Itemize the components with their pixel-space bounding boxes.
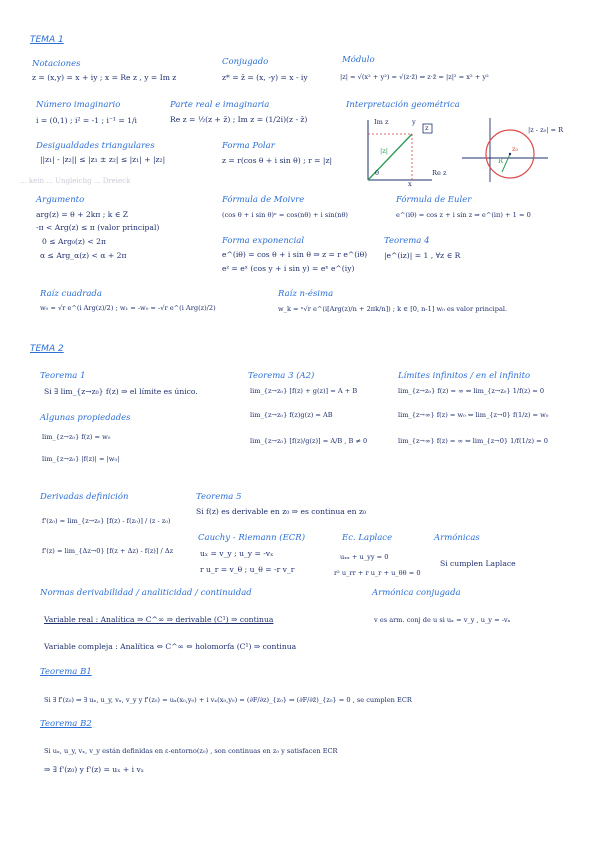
euler-formula: e^(iθ) = cos z + i sin z ⇒ e^(iπ) + 1 = 0	[396, 211, 531, 219]
derivadas-title: Derivadas definición	[40, 492, 129, 502]
teoremaB2-title: Teorema B2	[40, 719, 92, 729]
label-R: R	[498, 157, 503, 165]
propiedades-title: Algunas propiedades	[40, 413, 131, 423]
conjugado-formula: z* = z̄ = (x, -y) = x - iy	[222, 73, 308, 82]
limites-infinitos-title: Límites infinitos / en el infinito	[398, 371, 531, 381]
label-y: y	[412, 118, 416, 126]
radius-line	[502, 154, 510, 172]
armonicas-line1: Si cumplen Laplace	[440, 559, 516, 568]
teoremaB1-title: Teorema B1	[40, 667, 92, 677]
laplace-title: Ec. Laplace	[342, 533, 393, 543]
teorema3-line3: lim_{z→z₀} [f(z)/g(z)] = A/B , B ≠ 0	[250, 437, 368, 445]
forma-polar-formula: z = r(cos θ + i sin θ) ; r = |z|	[222, 156, 333, 165]
notaciones-title: Notaciones	[32, 59, 81, 69]
numero-imaginario-title: Número imaginario	[36, 100, 121, 110]
argumento-line1: arg(z) = θ + 2kπ ; k ∈ Z	[36, 210, 129, 219]
argumento-line2: -π < Arg(z) ≤ π (valor principal)	[36, 223, 160, 232]
exponencial-line2: eᶻ = eˣ (cos y + i sin y) = eˣ e^(iy)	[222, 264, 355, 273]
teorema5-formula: Si f(z) es derivable en z₀ ⇒ es continua en z₀	[196, 507, 367, 516]
derivadas-line1: f'(z₀) = lim_{z→z₀} [f(z) - f(z₀)] / (z - z₀)	[42, 517, 171, 525]
exponencial-title: Forma exponencial	[222, 236, 305, 246]
desigualdades-formula: ||z₁| - |z₂|| ≤ |z₁ ± z₂| ≤ |z₁| + |z₂|	[40, 155, 166, 164]
derivadas-line2: f'(z) = lim_{Δz→0} [f(z + Δz) - f(z)] / Δz	[42, 547, 174, 555]
label-re: Re z	[432, 169, 447, 177]
teorema5-title: Teorema 5	[196, 492, 242, 502]
limites-infinitos-line2: lim_{z→∞} f(z) = w₀ ⇔ lim_{z→0} f(1/z) = w₀	[398, 411, 549, 419]
label-theta: θ	[375, 169, 379, 177]
cauchy-line2: r u_r = v_θ ; u_θ = -r v_r	[200, 565, 295, 574]
tema2-title: TEMA 2	[30, 344, 64, 354]
modulo-title: Módulo	[342, 55, 375, 65]
desigualdades-title: Desigualdades triangulares	[36, 141, 155, 151]
argumento-line4: α ≤ Arg_α(z) < α + 2π	[40, 251, 127, 260]
teorema4-formula: |e^(iz)| = 1 , ∀z ∈ R	[384, 251, 461, 260]
laplace-line2: r² u_rr + r u_r + u_θθ = 0	[334, 569, 421, 577]
argumento-title: Argumento	[36, 195, 85, 205]
euler-title: Fórmula de Euler	[396, 195, 472, 205]
armonica-conj-line1: v es arm. conj de u si uₓ = v_y , u_y = -vₓ	[374, 616, 511, 624]
limites-infinitos-line3: lim_{z→∞} f(z) = ∞ ⇔ lim_{z→0} 1/f(1/z) = 0	[398, 437, 548, 445]
cauchy-title: Cauchy - Riemann (ECR)	[198, 533, 306, 543]
teorema3-line1: lim_{z→z₀} [f(z) + g(z)] = A + B	[250, 387, 358, 395]
label-z0: z₀	[512, 145, 519, 153]
variable-real: Variable real : Analítica ⇒ C^∞ ⇒ derivable (C¹) ⇒ continua	[44, 615, 274, 624]
center-point	[509, 153, 511, 155]
modulo-formula: |z| = √(x² + y²) = √(z·z̄) ⇒ z·z̄ = |z|² = x² + y²	[340, 73, 489, 81]
teoremaB2-line2: ⇒ ∃ f'(z₀) y f'(z) = uₓ + i vₓ	[44, 765, 144, 774]
moivre-title: Fórmula de Moivre	[222, 195, 305, 205]
laplace-line1: uₓₓ + u_yy = 0	[340, 553, 389, 561]
armonicas-title: Armónicas	[434, 533, 480, 543]
argumento-line3: 0 ≤ Arg₀(z) < 2π	[42, 237, 106, 246]
teoremaB1-formula: Si ∃ f'(z₀) ⇒ ∃ uₓ, u_y, vₓ, v_y y f'(z₀) = uₓ(x₀,y₀) + i vₓ(x₀,y₀) = (∂F/∂z)_{z₀} ⇒ (∂F/∂z̄)_{z₀} = 0 , se cumplen ECR	[44, 696, 412, 704]
parte-real-title: Parte real e imaginaria	[170, 100, 270, 110]
parte-real-formula: Re z = ½(z + z̄) ; Im z = (1/2i)(z - z̄)	[170, 115, 308, 124]
tema1-title: TEMA 1	[30, 35, 64, 45]
limites-infinitos-line1: lim_{z→z₀} f(z) = ∞ ⇔ lim_{z→z₀} 1/f(z) = 0	[398, 387, 545, 395]
label-modz: |z|	[380, 147, 388, 155]
notaciones-formula: z = (x,y) = x + iy ; x = Re z , y = Im z	[32, 73, 177, 82]
teorema4-title: Teorema 4	[384, 236, 430, 246]
label-z: z	[425, 124, 429, 132]
propiedades-line1: lim_{z→z₀} f(z) = w₀	[42, 433, 111, 441]
raiz-cuadrada-title: Raíz cuadrada	[40, 289, 102, 299]
raiz-n-formula: w_k = ⁿ√r e^(i[Arg(z)/n + 2πk/n]) ; k ∈ [0, n-1] w₀ es valor principal.	[278, 305, 508, 313]
exponencial-line1: e^(iθ) = cos θ + i sin θ ⇒ z = r e^(iθ)	[222, 250, 368, 259]
propiedades-line2: lim_{z→z₀} |f(z)| = |w₀|	[42, 455, 120, 463]
cauchy-line1: uₓ = v_y ; u_y = -vₓ	[200, 549, 274, 558]
label-im: Im z	[374, 118, 389, 126]
teorema3-title: Teorema 3 (A2)	[248, 371, 315, 381]
numero-imaginario-formula: i = (0,1) ; i² = -1 ; i⁻¹ = 1/i	[36, 116, 137, 125]
faint-note: ... kein ... Ungleichg ... Dreieck	[20, 177, 131, 185]
raiz-n-title: Raíz n-ésima	[278, 289, 334, 299]
moivre-formula: (cos θ + i sin θ)ⁿ = cos(nθ) + i sin(nθ)	[222, 211, 348, 219]
armonica-conj-title: Armónica conjugada	[372, 588, 461, 598]
label-circle: |z - z₀| = R	[528, 126, 564, 134]
teoremaB2-line1: Si uₓ, u_y, vₓ, v_y están definidas en ε-entorno(z₀) , son continuas en z₀ y satisfacen ECR	[44, 747, 338, 755]
raiz-cuadrada-formula: w₀ = √r e^(i Arg(z)/2) ; w₁ = -w₀ = -√r e^(i Arg(z)/2)	[40, 304, 216, 312]
normas-title: Normas derivabilidad / analiticidad / continuidad	[40, 588, 252, 598]
label-x: x	[408, 180, 412, 188]
conjugado-title: Conjugado	[222, 57, 269, 67]
teorema1-title: Teorema 1	[40, 371, 86, 381]
forma-polar-title: Forma Polar	[222, 141, 275, 151]
interpretacion-title: Interpretación geométrica	[346, 100, 460, 110]
teorema1-formula: Si ∃ lim_{z→z₀} f(z) ⇒ el límite es único.	[44, 387, 198, 396]
teorema3-line2: lim_{z→z₀} f(z)g(z) = AB	[250, 411, 333, 419]
variable-compleja: Variable compleja : Analítica ⇔ C^∞ ⇔ holomorfa (C¹) ⇒ continua	[44, 642, 297, 651]
